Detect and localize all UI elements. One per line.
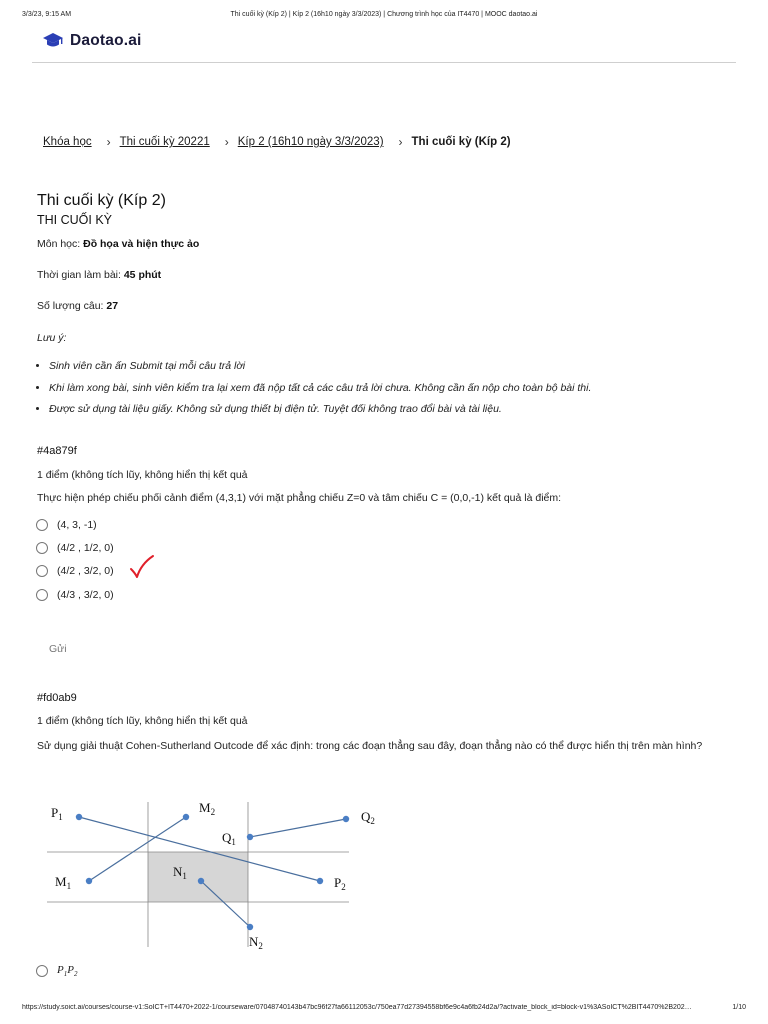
question-id: #4a879f — [37, 445, 77, 457]
header-divider — [32, 62, 736, 63]
note-label: Lưu ý: — [37, 332, 67, 344]
graduation-cap-icon — [42, 32, 64, 50]
page-number: 1/10 — [732, 1004, 746, 1011]
note-item: • Khi làm xong bài, sinh viên kiểm tra lại xem đã nộp tất cả các câu trả lời chưa. Không cần ấn nộp cho toàn bộ bài thi. — [49, 382, 591, 404]
point-q1 — [247, 834, 253, 840]
subject-info — [37, 238, 199, 250]
label-q1: $Q_1$ — [222, 830, 236, 847]
brand-name: Daotao.ai — [70, 32, 142, 49]
chevron-right-icon: › — [224, 135, 229, 149]
chevron-right-icon: › — [398, 135, 403, 149]
radio-button[interactable] — [36, 519, 48, 531]
radio-button[interactable] — [36, 565, 48, 577]
subject-value: Đồ họa và hiện thực ảo — [83, 238, 200, 250]
answer-option-label: $P_1P_2$ — [57, 964, 78, 979]
clip-window — [148, 852, 248, 902]
question-meta: 1 điểm (không tích lũy, không hiển thị kết quả — [37, 469, 248, 481]
radio-button[interactable] — [36, 542, 48, 554]
question-id: #fd0ab9 — [37, 692, 77, 704]
label-n2: $N_2$ — [249, 934, 263, 951]
page-title: Thi cuối kỳ (Kíp 2) — [37, 192, 166, 209]
notes-list — [37, 360, 591, 425]
note-item: • Được sử dụng tài liệu giấy. Không sử dụng thiết bị điện tử. Tuyệt đối không trao đổi bài và tài liệu. — [49, 403, 591, 425]
brand-logo[interactable] — [42, 32, 142, 50]
point-n2 — [247, 924, 253, 930]
breadcrumb-link-final-exam[interactable]: Thi cuối kỳ 20221 — [119, 136, 210, 148]
point-q2 — [343, 816, 349, 822]
label-q2: $Q_2$ — [361, 809, 375, 826]
point-n1 — [198, 878, 204, 884]
answer-option-1[interactable] — [36, 519, 97, 531]
print-url: https://study.soict.ai/courses/course-v1:SoICT+IT4470+2022-1/courseware/07048740143b47bc96f27fa66112053c/750ea77d27394558bf6e9c4a6fb24d2a/?activate_block_id=block-v1%3ASoICT%2BIT4470%2B202… — [22, 1004, 692, 1011]
time-value: 45 phút — [123, 269, 162, 281]
point-p1 — [76, 814, 82, 820]
chevron-right-icon: › — [106, 135, 111, 149]
count-info — [37, 300, 118, 312]
print-datetime: 3/3/23, 9:15 AM — [22, 11, 72, 18]
point-p2 — [317, 878, 323, 884]
label-p1: $P_1$ — [51, 805, 63, 822]
question-meta: 1 điểm (không tích lũy, không hiển thị kết quả — [37, 715, 248, 727]
answer-option-3[interactable] — [36, 565, 114, 577]
time-label: Thời gian làm bài: — [37, 269, 124, 281]
label-p2: $P_2$ — [334, 875, 346, 892]
page-subtitle: THI CUỐI KỲ — [37, 213, 113, 227]
breadcrumb-link-courses[interactable]: Khóa học — [43, 136, 92, 148]
breadcrumb-link-session[interactable]: Kíp 2 (16h10 ngày 3/3/2023) — [237, 136, 384, 148]
label-m1: $M_1$ — [55, 874, 72, 891]
label-m2: $M_2$ — [199, 800, 216, 817]
clipping-diagram — [37, 792, 377, 957]
radio-button[interactable] — [36, 589, 48, 601]
count-value: 27 — [106, 300, 119, 312]
subject-label: Môn học: — [37, 238, 84, 250]
answer-option-label: (4/3 , 3/2, 0) — [57, 589, 114, 601]
point-m2 — [183, 814, 189, 820]
note-item: • Sinh viên cần ấn Submit tại mỗi câu trả lời — [49, 360, 591, 382]
label-n1: $N_1$ — [173, 864, 187, 881]
submit-button[interactable]: Gửi — [49, 643, 67, 655]
question-text: Sử dụng giải thuật Cohen-Sutherland Outcode để xác định: trong các đoạn thẳng sau đây, đoạn thẳng nào có thể được hiển thị trên màn hình? — [37, 740, 703, 752]
count-label: Số lượng câu: — [37, 300, 107, 312]
answer-option-1[interactable] — [36, 964, 77, 978]
answer-option-4[interactable] — [36, 589, 114, 601]
handwritten-check-icon — [128, 554, 156, 585]
answer-option-label: (4, 3, -1) — [57, 519, 97, 531]
breadcrumb-current: Thi cuối kỳ (Kíp 2) — [411, 136, 511, 148]
breadcrumb — [43, 135, 511, 149]
print-doc-title: Thi cuối kỳ (Kíp 2) | Kíp 2 (16h10 ngày 3/3/2023) | Chương trình học của IT4470 | MOOC daotao.ai — [230, 11, 538, 18]
point-m1 — [86, 878, 92, 884]
question-text: Thực hiện phép chiếu phối cảnh điểm (4,3,1) với mặt phẳng chiếu Z=0 và tâm chiếu C = (0,0,-1) kết quả là điểm: — [37, 492, 562, 504]
answer-option-label: (4/2 , 3/2, 0) — [57, 565, 114, 577]
radio-button[interactable] — [36, 965, 48, 977]
answer-option-label: (4/2 , 1/2, 0) — [57, 542, 114, 554]
time-info — [37, 269, 161, 281]
print-header — [22, 11, 746, 23]
answer-option-2[interactable] — [36, 542, 114, 554]
